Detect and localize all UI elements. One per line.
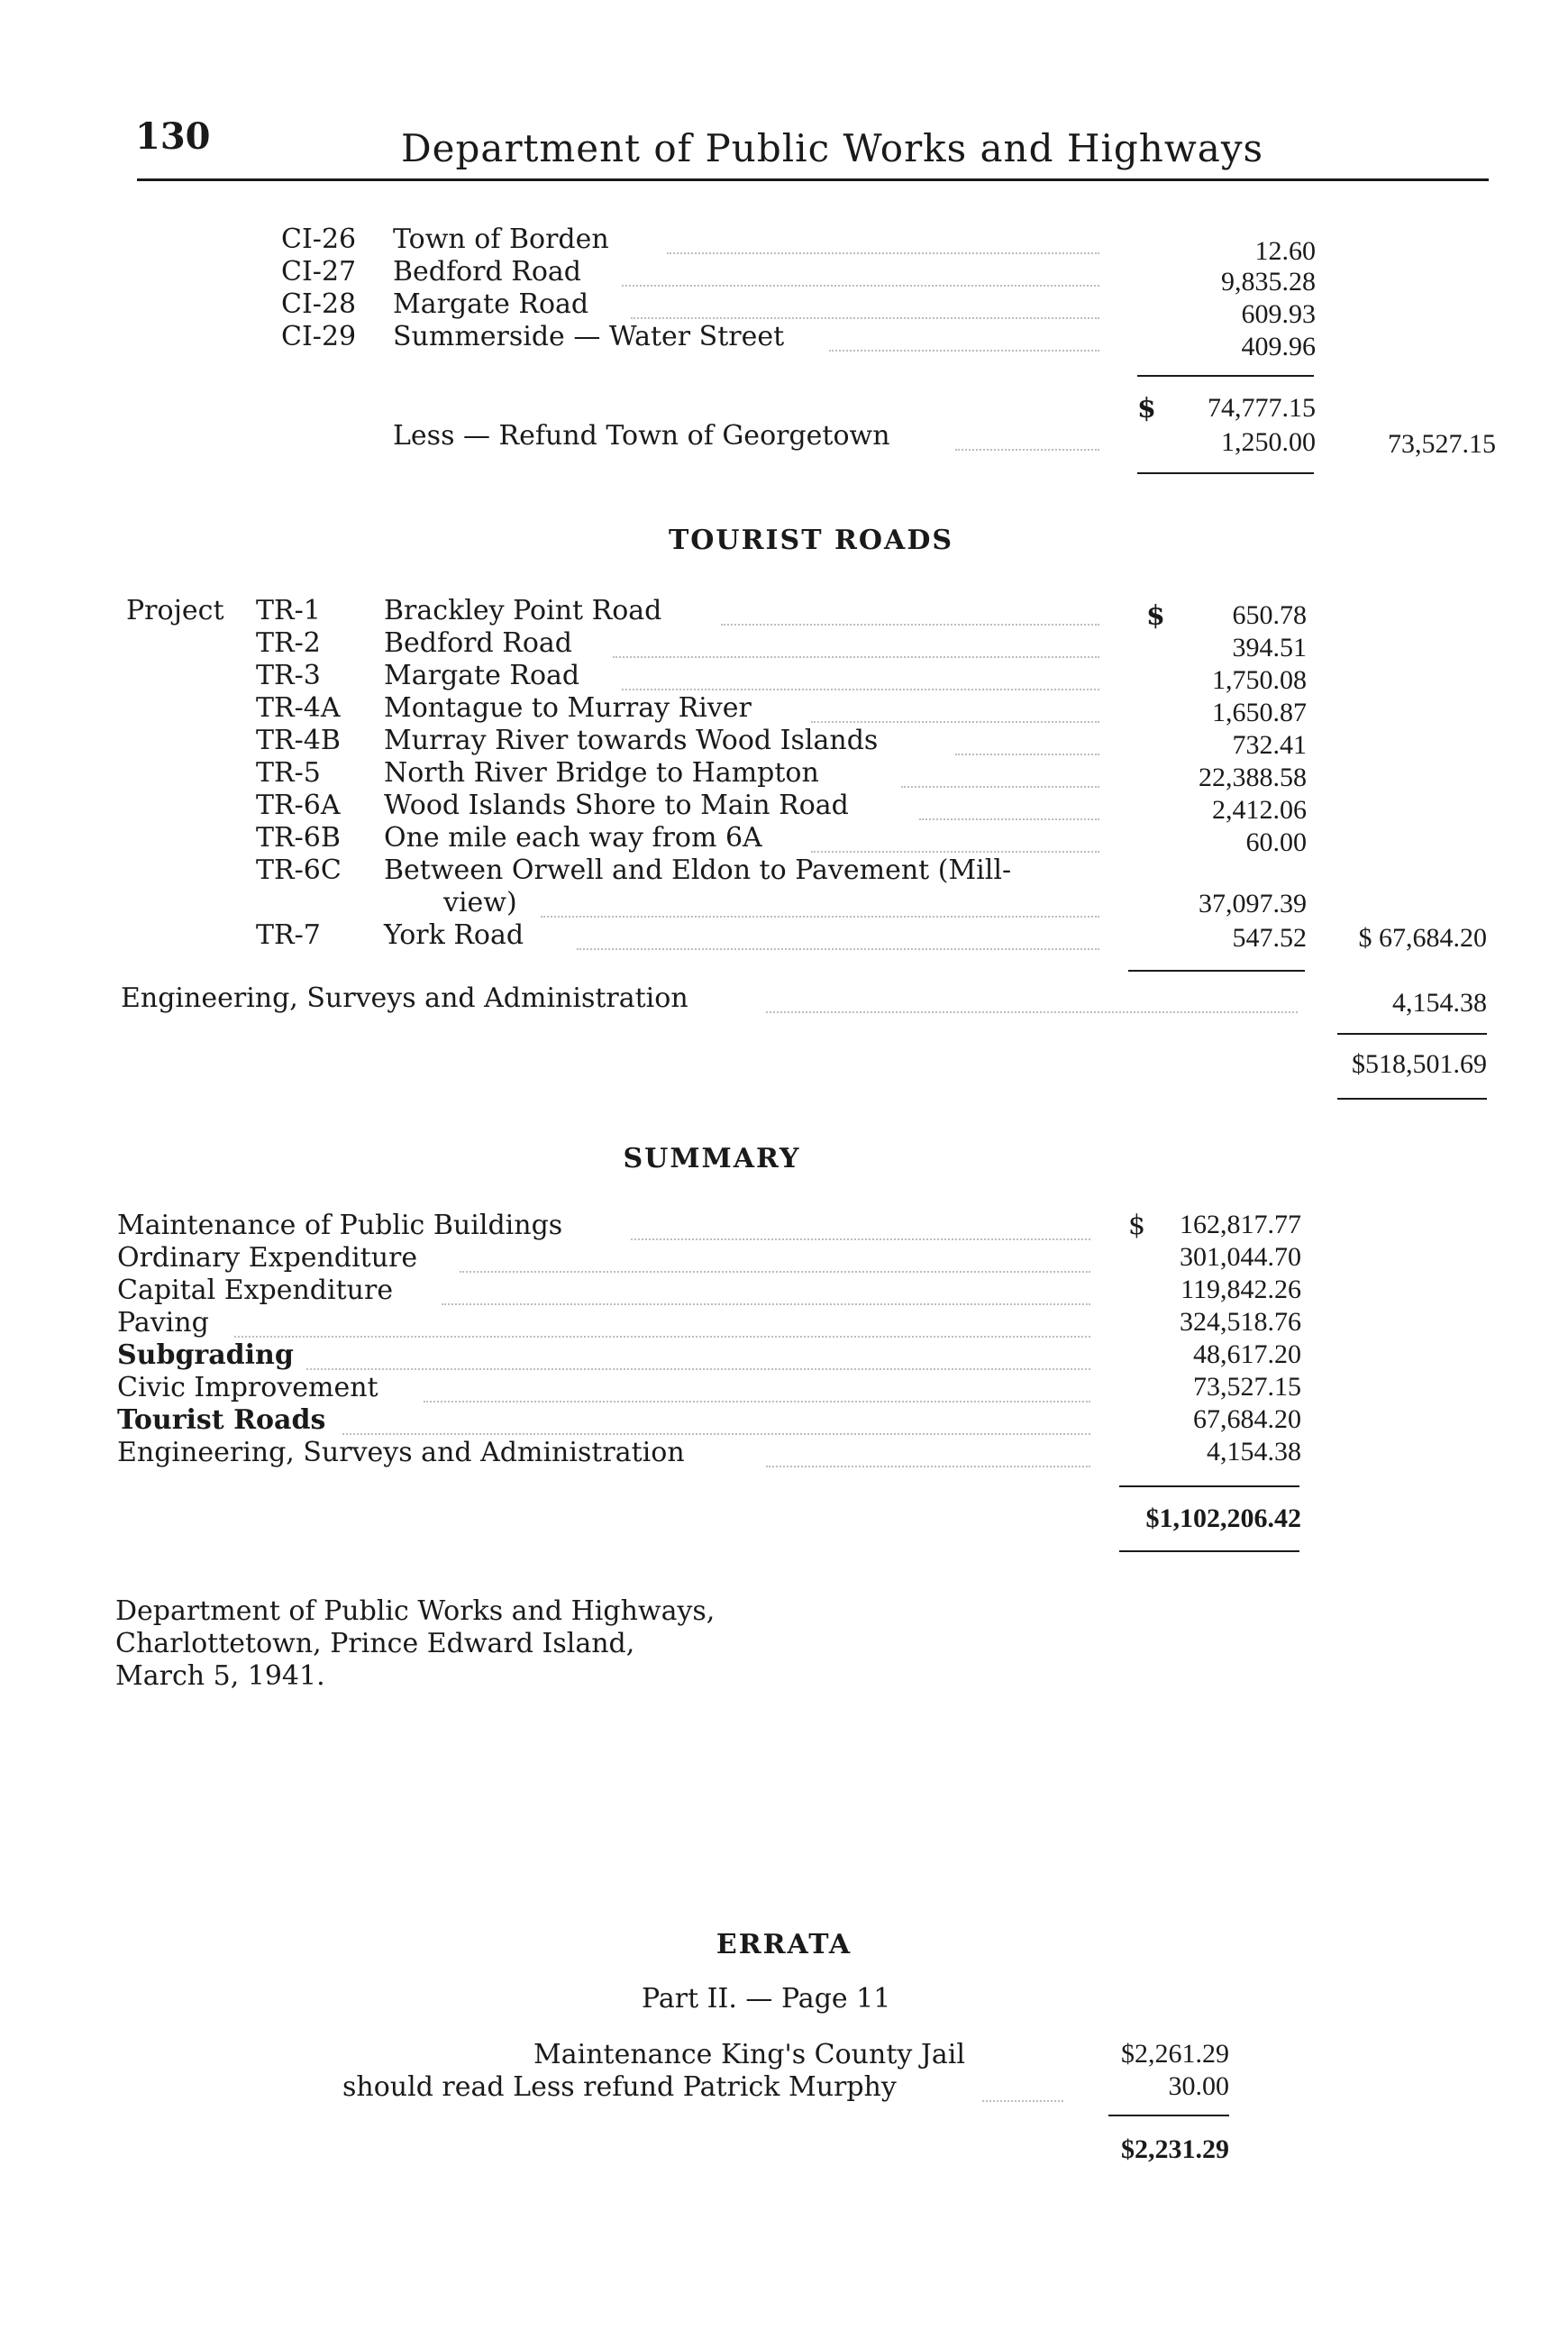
leader-dots — [667, 252, 1099, 254]
summary-amount: 4,154.38 — [1207, 1437, 1301, 1467]
tourist-code: TR-1 — [256, 595, 321, 626]
tourist-amount: 650.78 — [1232, 600, 1307, 630]
summary-rule-top — [1119, 1485, 1299, 1487]
tourist-code: TR-4B — [256, 725, 341, 756]
civic-code: CI-29 — [281, 321, 357, 352]
leader-dots — [829, 350, 1099, 352]
summary-label: Maintenance of Public Buildings — [117, 1210, 563, 1241]
tourist-total: $ 67,684.20 — [1358, 923, 1487, 953]
civic-total: 73,527.15 — [1388, 429, 1496, 459]
grand-total-rule-top — [1337, 1033, 1487, 1035]
tourist-amount: 60.00 — [1245, 827, 1307, 857]
civic-code: CI-27 — [281, 256, 357, 288]
header-rule — [137, 178, 1489, 181]
leader-dots — [811, 851, 1099, 853]
leader-dots — [306, 1368, 1090, 1370]
errata-heading: ERRATA — [716, 1929, 852, 1960]
tourist-code: TR-4A — [256, 692, 341, 724]
tourist-code: TR-2 — [256, 627, 321, 659]
tourist-name: Montague to Murray River — [384, 692, 752, 724]
civic-name: Bedford Road — [393, 256, 581, 288]
errata-line2-label: should read Less refund Patrick Murphy — [342, 2071, 897, 2103]
civic-amount: 9,835.28 — [1221, 267, 1316, 297]
tourist-amount: 547.52 — [1232, 923, 1307, 953]
signature-department: Department of Public Works and Highways, — [115, 1595, 716, 1627]
civic-name: Summerside — Water Street — [393, 321, 785, 352]
summary-rule-bottom — [1119, 1550, 1299, 1552]
summary-label: Capital Expenditure — [117, 1275, 394, 1306]
tourist-amount: 394.51 — [1232, 633, 1307, 662]
tourist-currency: $ — [1146, 600, 1165, 632]
errata-line2-amount: 30.00 — [1168, 2071, 1229, 2101]
summary-amount: 73,527.15 — [1193, 1372, 1301, 1402]
civic-name: Margate Road — [393, 288, 589, 320]
leader-dots — [631, 317, 1099, 319]
tourist-amount: 2,412.06 — [1212, 795, 1307, 825]
leader-dots — [901, 786, 1099, 788]
summary-label: Ordinary Expenditure — [117, 1242, 418, 1274]
tourist-name: Between Orwell and Eldon to Pavement (Mill- — [384, 854, 1012, 886]
errata-rule — [1108, 2115, 1229, 2116]
summary-amount: 48,617.20 — [1193, 1339, 1301, 1369]
summary-label: Engineering, Surveys and Administration — [117, 1437, 685, 1468]
leader-dots — [919, 818, 1099, 820]
project-label: Project — [126, 595, 224, 626]
leader-dots — [622, 285, 1099, 287]
leader-dots — [766, 1466, 1090, 1467]
errata-line1-label: Maintenance King's County Jail — [533, 2039, 965, 2070]
engineering-label: Engineering, Surveys and Administration — [121, 982, 688, 1014]
tourist-rule — [1128, 970, 1305, 972]
tourist-name: Bedford Road — [384, 627, 572, 659]
signature-location: Charlottetown, Prince Edward Island, — [115, 1628, 635, 1659]
civic-code: CI-28 — [281, 288, 357, 320]
grand-total-rule-bottom — [1337, 1098, 1487, 1100]
tourist-amount: 732.41 — [1232, 730, 1307, 760]
tourist-code: TR-5 — [256, 757, 321, 789]
summary-amount: 119,842.26 — [1181, 1275, 1301, 1304]
tourist-name-continuation: view) — [443, 887, 517, 918]
tourist-name: York Road — [384, 919, 524, 951]
leader-dots — [811, 721, 1099, 723]
tourist-code: TR-6C — [256, 854, 342, 886]
leader-dots — [424, 1401, 1090, 1403]
civic-subtotal-currency: $ — [1137, 393, 1156, 425]
leader-dots — [442, 1303, 1090, 1305]
tourist-name: Margate Road — [384, 660, 580, 691]
errata-total: $2,231.29 — [1121, 2134, 1229, 2164]
leader-dots — [541, 916, 1099, 918]
tourist-name: North River Bridge to Hampton — [384, 757, 819, 789]
leader-dots — [955, 449, 1099, 451]
leader-dots — [577, 948, 1099, 950]
leader-dots — [631, 1238, 1090, 1240]
grand-total: $518,501.69 — [1352, 1049, 1487, 1079]
total-rule — [1137, 472, 1314, 474]
summary-amount: 301,044.70 — [1180, 1242, 1301, 1272]
civic-amount: 409.96 — [1241, 332, 1316, 361]
civic-subtotal: 74,777.15 — [1208, 393, 1316, 423]
summary-total: $1,102,206.42 — [1145, 1503, 1301, 1533]
summary-currency: $ — [1128, 1210, 1146, 1241]
tourist-code: TR-6B — [256, 822, 341, 854]
leader-dots — [955, 754, 1099, 755]
leader-dots — [613, 656, 1099, 658]
tourist-roads-heading: TOURIST ROADS — [668, 525, 954, 556]
leader-dots — [766, 1011, 1298, 1013]
civic-amount: 609.93 — [1241, 299, 1316, 329]
page-header-title: Department of Public Works and Highways — [401, 126, 1264, 170]
summary-amount: 324,518.76 — [1180, 1307, 1301, 1337]
page-number: 130 — [135, 115, 211, 158]
signature-date: March 5, 1941. — [115, 1660, 325, 1692]
summary-label: Subgrading — [117, 1339, 294, 1371]
summary-heading: SUMMARY — [623, 1143, 801, 1174]
tourist-amount: 37,097.39 — [1199, 889, 1307, 918]
tourist-amount: 1,750.08 — [1212, 665, 1307, 695]
tourist-code: TR-3 — [256, 660, 321, 691]
tourist-name: Brackley Point Road — [384, 595, 662, 626]
civic-name: Town of Borden — [393, 224, 609, 255]
leader-dots — [721, 624, 1099, 626]
errata-subheading: Part II. — Page 11 — [642, 1983, 891, 2015]
summary-label: Civic Improvement — [117, 1372, 378, 1403]
leader-dots — [342, 1433, 1090, 1435]
leader-dots — [460, 1271, 1090, 1273]
civic-less-amount: 1,250.00 — [1221, 427, 1316, 457]
errata-line1-amount: $2,261.29 — [1121, 2039, 1229, 2069]
civic-less-label: Less — Refund Town of Georgetown — [393, 420, 890, 452]
leader-dots — [622, 689, 1099, 690]
tourist-name: Wood Islands Shore to Main Road — [384, 790, 849, 821]
tourist-code: TR-6A — [256, 790, 341, 821]
civic-amount: 12.60 — [1254, 236, 1316, 266]
leader-dots — [234, 1336, 1090, 1338]
tourist-name: One mile each way from 6A — [384, 822, 762, 854]
tourist-code: TR-7 — [256, 919, 321, 951]
summary-label: Paving — [117, 1307, 209, 1339]
engineering-amount: 4,154.38 — [1392, 988, 1487, 1018]
summary-label: Tourist Roads — [117, 1404, 326, 1436]
tourist-amount: 22,388.58 — [1199, 763, 1307, 792]
tourist-amount: 1,650.87 — [1212, 698, 1307, 727]
civic-code: CI-26 — [281, 224, 357, 255]
tourist-name: Murray River towards Wood Islands — [384, 725, 879, 756]
summary-amount: 67,684.20 — [1193, 1404, 1301, 1434]
subtotal-rule — [1137, 375, 1314, 377]
summary-amount: 162,817.77 — [1180, 1210, 1301, 1239]
